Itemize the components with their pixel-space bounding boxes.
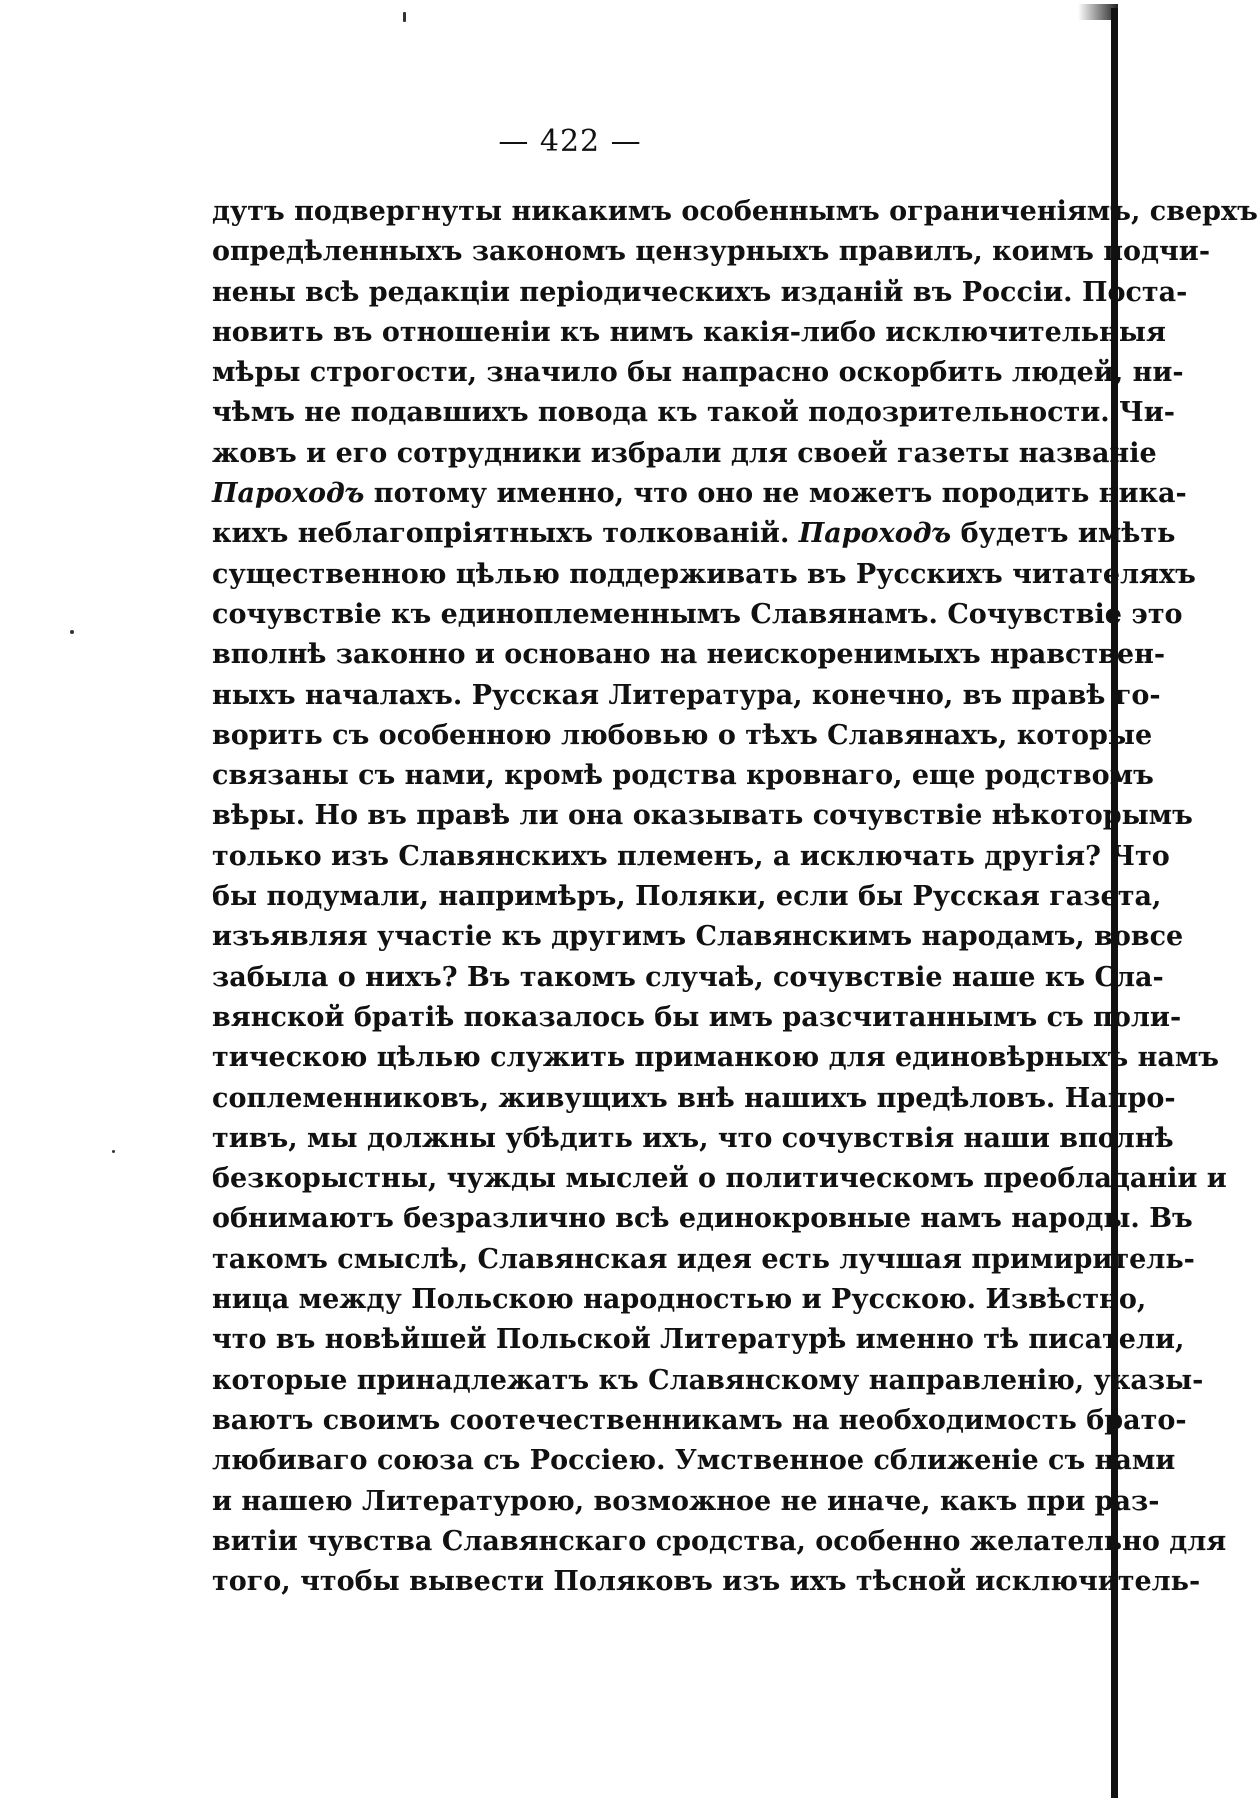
text-line <box>212 1361 1204 1401</box>
line-text: связаны съ нами, кромѣ родства кровнаго, еще родствомъ <box>212 760 1154 792</box>
line-text: изъявляя участіе къ другимъ Славянскимъ народамъ, вовсе <box>212 921 1184 953</box>
line-text: любиваго союза съ Россіею. Умственное сближеніе съ нами <box>212 1445 1176 1477</box>
text-line <box>212 313 1166 353</box>
text-line <box>212 514 1176 554</box>
text-line <box>212 434 1157 474</box>
line-text: опредѣленныхъ закономъ цензурныхъ правилъ, коимъ подчи- <box>212 236 1211 268</box>
text-line <box>212 192 1258 232</box>
line-text: чѣмъ не подавшихъ повода къ такой подозрительности. Чи- <box>212 397 1175 429</box>
text-line <box>212 877 1162 917</box>
text-line <box>212 1320 1185 1360</box>
line-text: которые принадлежатъ къ Славянскому направленію, указы- <box>212 1364 1204 1396</box>
line-text: безкорыстны, чужды мыслей о политическомъ преобладаніи и <box>212 1163 1227 1195</box>
scan-speck <box>112 1150 115 1153</box>
text-line <box>212 232 1211 272</box>
line-text: вполнѣ законно и основано на неискоренимыхъ нравствен- <box>212 639 1166 671</box>
text-line <box>212 635 1166 675</box>
text-line <box>212 353 1184 393</box>
text-line <box>212 1280 1147 1320</box>
line-text: дутъ подвергнуты никакимъ особеннымъ ограниченіямъ, сверхъ <box>212 196 1258 227</box>
line-text: что въ новѣйшей Польской Литературѣ именно тѣ писатели, <box>212 1324 1185 1356</box>
line-text: тивъ, мы должны убѣдить ихъ, что сочувствія наши вполнѣ <box>212 1122 1174 1154</box>
line-text: ворить съ особенною любовью о тѣхъ Славянахъ, которые <box>212 719 1153 751</box>
line-text: ныхъ началахъ. Русская Литература, конечно, въ правѣ го- <box>212 679 1161 711</box>
text-line <box>212 958 1164 998</box>
text-line <box>212 555 1196 595</box>
line-text: тическою цѣлью служить приманкою для единовѣрныхъ намъ <box>212 1042 1220 1074</box>
line-text: такомъ смыслѣ, Славянская идея есть лучшая примиритель- <box>212 1243 1195 1275</box>
body-text <box>212 192 1258 1602</box>
text-line <box>212 796 1193 836</box>
line-text: ница между Польскою народностью и Русскою. Извѣстно, <box>212 1284 1147 1316</box>
text-line <box>212 917 1184 957</box>
line-text: витіи чувства Славянскаго сродства, особенно желательно для <box>212 1525 1227 1557</box>
line-text: кихъ неблагопріятныхъ толкованій. <box>212 518 799 550</box>
text-line <box>212 1038 1220 1078</box>
line-text: жовъ и его сотрудники избрали для своей газеты названіе <box>212 437 1157 469</box>
page-number: — 422 — <box>498 124 642 159</box>
text-line <box>212 1240 1195 1280</box>
line-text: ваютъ своимъ соотечественникамъ на необходимость брато- <box>212 1404 1187 1436</box>
text-line <box>212 837 1170 877</box>
line-text: обнимаютъ безразлично всѣ единокровные намъ народы. Въ <box>212 1203 1193 1235</box>
text-line <box>212 1079 1176 1119</box>
line-text: потому именно, что оно не можетъ породить ника- <box>364 478 1187 510</box>
line-text: соплеменниковъ, живущихъ внѣ нашихъ предѣловъ. Напро- <box>212 1082 1176 1114</box>
line-text: забыла о нихъ? Въ такомъ случаѣ, сочувствіе наше къ Сла- <box>212 961 1164 993</box>
scan-speck <box>403 12 406 22</box>
line-text: будетъ имѣть <box>951 518 1176 550</box>
line-text: мѣры строгости, значило бы напрасно оскорбить людей, ни- <box>212 357 1184 389</box>
line-text: вянской братіѣ показалось бы имъ разсчитаннымъ съ поли- <box>212 1001 1182 1033</box>
scan-speck <box>70 630 74 634</box>
text-line <box>212 474 1187 514</box>
newspaper-title: Пароходъ <box>212 478 365 510</box>
text-line <box>212 676 1161 716</box>
newspaper-title: Пароходъ <box>798 518 952 550</box>
text-line <box>212 1159 1227 1199</box>
text-line <box>212 393 1175 433</box>
text-line <box>212 1199 1193 1239</box>
line-text: вѣры. Но въ правѣ ли она оказывать сочувствіе нѣкоторымъ <box>212 800 1193 832</box>
text-line <box>212 998 1182 1038</box>
line-text: только изъ Славянскихъ племенъ, а исключать другія? Что <box>212 840 1170 872</box>
line-text: сочувствіе къ единоплеменнымъ Славянамъ. Сочувствіе это <box>212 598 1183 630</box>
line-text: и нашею Литературою, возможное не иначе, какъ при раз- <box>212 1485 1160 1517</box>
text-line <box>212 1119 1174 1159</box>
line-text: бы подумали, напримѣръ, Поляки, если бы Русская газета, <box>212 881 1162 913</box>
text-line <box>212 1562 1201 1602</box>
text-line <box>212 756 1154 796</box>
line-text: существенною цѣлью поддерживать въ Русскихъ читателяхъ <box>212 558 1196 590</box>
text-line <box>212 595 1183 635</box>
text-line <box>212 1441 1176 1481</box>
text-line <box>212 1401 1187 1441</box>
line-text: новить въ отношеніи къ нимъ какія-либо исключительныя <box>212 316 1166 348</box>
text-line <box>212 716 1153 756</box>
text-line <box>212 1482 1160 1522</box>
line-text: того, чтобы вывести Поляковъ изъ ихъ тѣсной исключитель- <box>212 1566 1201 1598</box>
text-line <box>212 273 1188 313</box>
line-text: нены всѣ редакціи періодическихъ изданій въ Россіи. Поста- <box>212 276 1188 308</box>
text-line <box>212 1522 1227 1562</box>
